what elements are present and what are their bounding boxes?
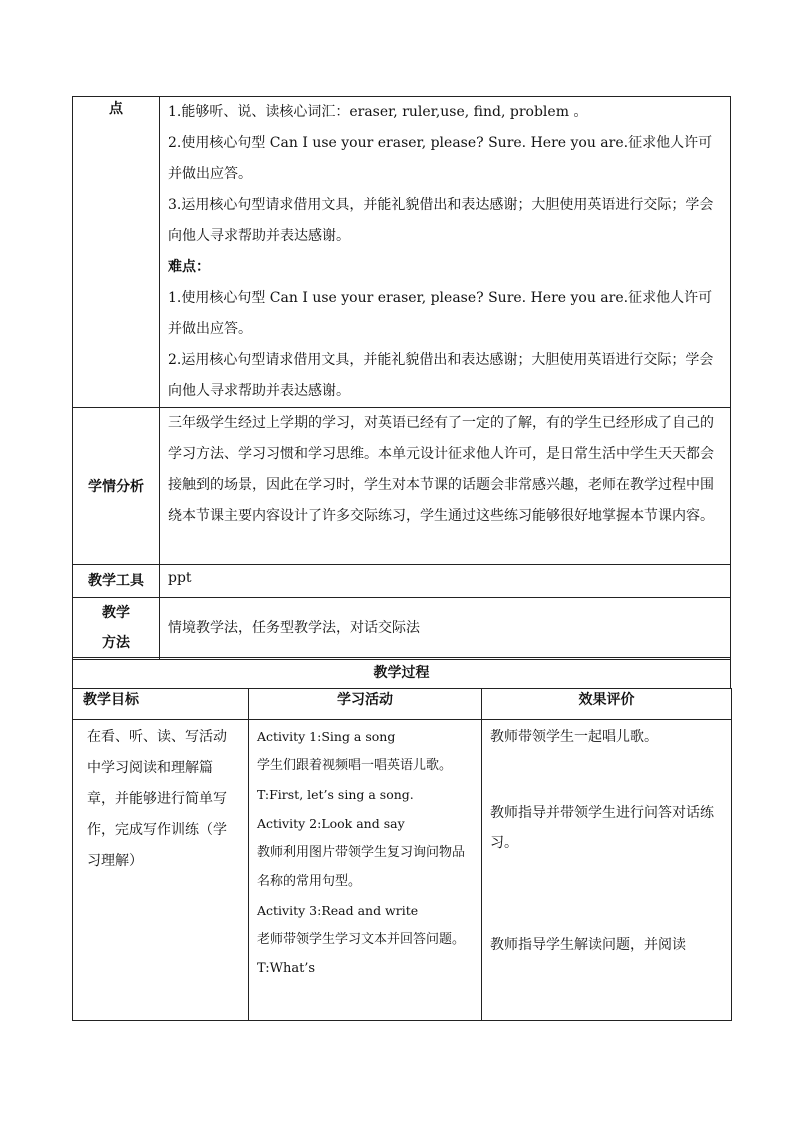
activity-3-text: 老师带领学生学习文本并回答问题。T:What’s (257, 932, 466, 976)
process-header-row (73, 689, 732, 720)
activity-3-title: Activity 3:Read and write (257, 903, 419, 918)
difficult-point-1: 1.使用核心句型 Can I use your eraser, please? Sure. Here you are.征求他人许可并做出应答。 (168, 290, 713, 337)
evaluation-3: 教师指导学生解读问题，并阅读 (490, 937, 686, 953)
activities-cell (249, 720, 482, 1021)
tools-row (73, 565, 731, 598)
evaluation-2: 教师指导并带领学生进行问答对话练习。 (490, 805, 714, 851)
points-row (73, 97, 731, 408)
evaluation-spacer (490, 858, 725, 930)
evaluation-1: 教师带领学生一起唱儿歌。 (490, 729, 658, 745)
analysis-row (73, 408, 731, 565)
evaluation-spacer (490, 752, 725, 798)
method-label-line1: 教学 (102, 605, 130, 621)
process-table (72, 688, 732, 1021)
method-row (73, 598, 731, 660)
key-point-3: 3.运用核心句型请求借用文具，并能礼貌借出和表达感谢；大胆使用英语进行交际；学会向他人寻求帮助并表达感谢。 (168, 197, 714, 244)
process-row (73, 720, 732, 1021)
points-content (160, 97, 731, 408)
lesson-plan-table (72, 96, 731, 660)
evaluation-cell (482, 720, 732, 1021)
activity-1-teacher-line: T:First, let’s sing a song. (257, 787, 414, 802)
analysis-text: 三年级学生经过上学期的学习，对英语已经有了一定的了解，有的学生已经形成了自己的学习方法、学习习惯和学习思维。本单元设计征求他人许可，是日常生活中学生天天都会接触到的场景，因此在学习时，学生对本节课的话题会非常感兴趣，老师在教学过程中围绕本节课主要内容设计了许多交际练习，学生通过这些练习能够很好地掌握本节课内容。 (160, 408, 731, 565)
tools-value: ppt (160, 565, 731, 598)
activity-2-text: 教师利用图片带领学生复习询问物品名称的常用句型。 (257, 845, 466, 889)
method-label (73, 598, 160, 660)
difficult-points-label: 难点： (168, 259, 210, 275)
header-evaluation: 效果评价 (482, 689, 732, 720)
tools-label: 教学工具 (73, 565, 160, 598)
key-point-1: 1.能够听、说、读核心词汇：eraser, ruler,use, find, problem 。 (168, 104, 588, 120)
key-point-2: 2.使用核心句型 Can I use your eraser, please? Sure. Here you are.征求他人许可并做出应答。 (168, 135, 713, 182)
points-label: 点 (73, 97, 160, 408)
activity-1-title: Activity 1:Sing a song (257, 729, 396, 744)
method-label-line2: 方法 (102, 635, 130, 651)
activity-1-text: 学生们跟着视频唱一唱英语儿歌。 (257, 758, 453, 773)
activity-2-title: Activity 2:Look and say (257, 816, 405, 831)
analysis-label: 学情分析 (73, 408, 160, 565)
header-activity: 学习活动 (249, 689, 482, 720)
difficult-point-2: 2.运用核心句型请求借用文具，并能礼貌借出和表达感谢；大胆使用英语进行交际；学会向他人寻求帮助并表达感谢。 (168, 352, 714, 399)
header-goal: 教学目标 (73, 689, 249, 720)
method-value: 情境教学法，任务型教学法，对话交际法 (160, 598, 731, 660)
goal-text: 在看、听、读、写活动中学习阅读和理解篇章，并能够进行简单写作，完成写作训练（学习理解） (73, 720, 249, 1021)
process-title: 教学过程 (72, 657, 731, 689)
